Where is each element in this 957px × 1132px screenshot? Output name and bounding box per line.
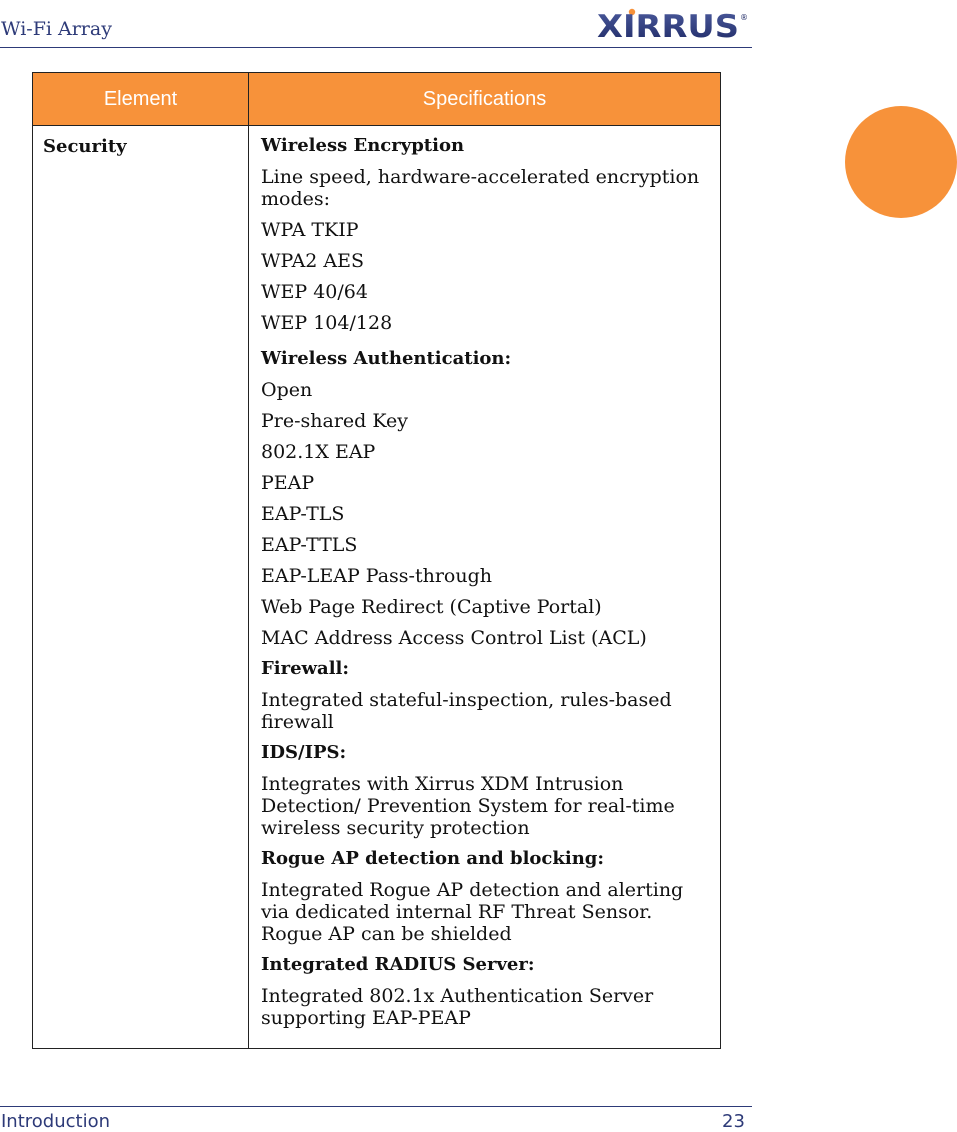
column-header-element: Element bbox=[33, 73, 249, 126]
spec-line: EAP-TLS bbox=[261, 503, 345, 525]
spec-line: Integrated stateful-inspection, rules-based firewall bbox=[261, 689, 672, 733]
svg-text:XIRRUS: XIRRUS bbox=[597, 9, 739, 45]
footer-section: Introduction bbox=[1, 1111, 111, 1132]
spec-line: Line speed, hardware-accelerated encryption modes: bbox=[261, 166, 700, 210]
xirrus-logo bbox=[597, 6, 747, 46]
spec-line: Web Page Redirect (Captive Portal) bbox=[261, 596, 602, 618]
chapter-tab-marker bbox=[845, 106, 957, 218]
spec-heading: Wireless Encryption bbox=[261, 135, 465, 156]
spec-line: 802.1X EAP bbox=[261, 441, 376, 463]
spec-heading: Integrated RADIUS Server: bbox=[261, 954, 535, 975]
spec-heading: IDS/IPS: bbox=[261, 742, 347, 763]
specifications-table bbox=[32, 72, 721, 1049]
header-rule bbox=[0, 47, 752, 48]
element-label: Security bbox=[43, 136, 127, 157]
spec-line: PEAP bbox=[261, 472, 315, 494]
element-cell bbox=[33, 126, 249, 1049]
spec-line: Integrated Rogue AP detection and alerting via dedicated internal RF Threat Sensor. Rogue AP can be shielded bbox=[261, 879, 684, 945]
spec-line: EAP-LEAP Pass-through bbox=[261, 565, 492, 587]
spec-line: EAP-TTLS bbox=[261, 534, 358, 556]
page-number: 23 bbox=[722, 1111, 745, 1132]
spec-line: WPA2 AES bbox=[261, 250, 365, 272]
column-header-specifications: Specifications bbox=[249, 73, 721, 126]
spec-line: WPA TKIP bbox=[261, 219, 359, 241]
spec-heading: Rogue AP detection and blocking: bbox=[261, 848, 605, 869]
table-header-row bbox=[33, 73, 721, 126]
spec-line: WEP 40/64 bbox=[261, 281, 368, 303]
spec-line: Integrated 802.1x Authentication Server supporting EAP-PEAP bbox=[261, 985, 654, 1029]
footer-rule bbox=[0, 1106, 752, 1107]
table-row bbox=[33, 126, 721, 1049]
spec-heading: Wireless Authentication: bbox=[261, 348, 512, 369]
spec-line: MAC Address Access Control List (ACL) bbox=[261, 627, 647, 649]
svg-text:®: ® bbox=[740, 13, 748, 22]
spec-line: WEP 104/128 bbox=[261, 312, 393, 334]
specifications-cell bbox=[249, 126, 721, 1049]
spec-line: Pre-shared Key bbox=[261, 410, 409, 432]
running-header-title: Wi-Fi Array bbox=[1, 18, 112, 40]
spec-heading: Firewall: bbox=[261, 658, 350, 679]
spec-line: Integrates with Xirrus XDM Intrusion Detection/ Prevention System for real-time wireless security protection bbox=[261, 773, 675, 839]
spec-line: Open bbox=[261, 379, 313, 401]
